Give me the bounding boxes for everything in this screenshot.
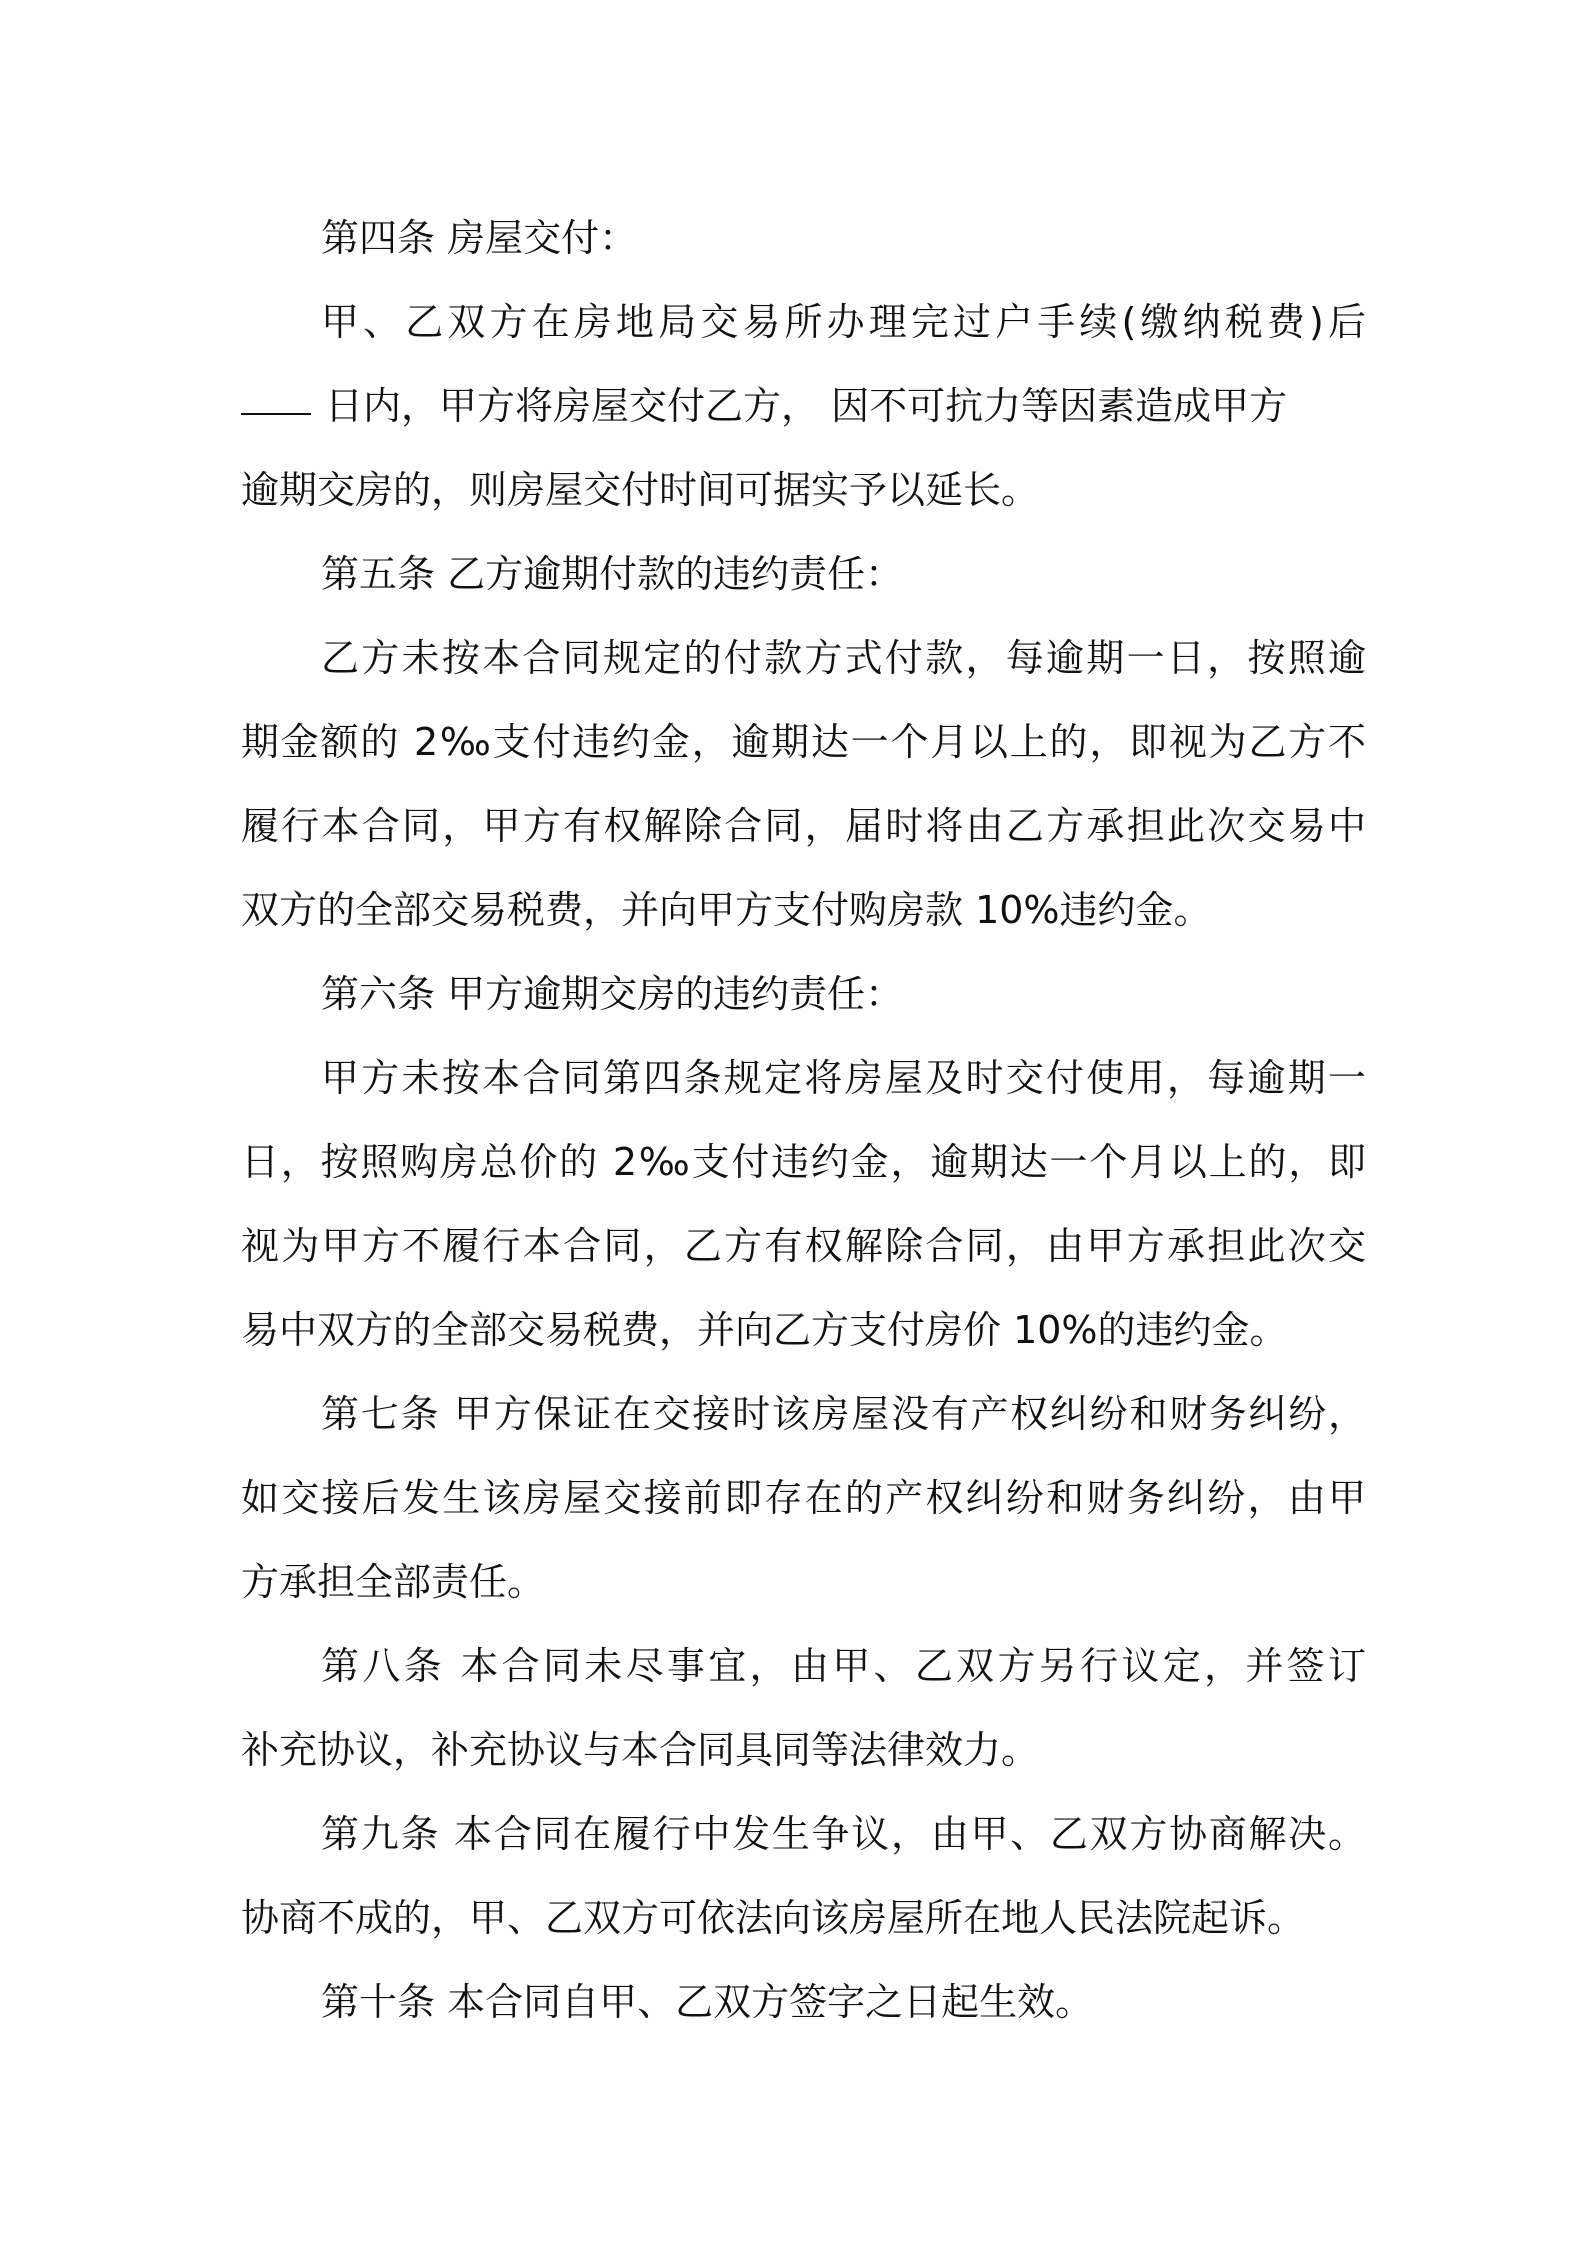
article-5-line-2: 期金额的 2‰支付违约金，逾期达一个月以上的，即视为乙方不 [241, 720, 1366, 764]
fill-in-blank [241, 379, 311, 415]
article-4-line-1: 甲、乙双方在房地局交易所办理完过户手续(缴纳税费)后 [321, 300, 1366, 344]
article-4-line-3: 逾期交房的，则房屋交付时间可据实予以延长。 [241, 468, 1040, 512]
article-5-heading: 第五条 乙方逾期付款的违约责任： [321, 552, 904, 596]
contract-body [241, 196, 1366, 2044]
article-8-line-1: 第八条 本合同未尽事宜，由甲、乙双方另行议定，并签订 [321, 1644, 1366, 1688]
article-4-line-2: 日内，甲方将房屋交付乙方， 因不可抗力等因素造成甲方 [325, 384, 1288, 428]
article-6-heading: 第六条 甲方逾期交房的违约责任： [321, 972, 904, 1016]
article-7-line-2: 如交接后发生该房屋交接前即存在的产权纠纷和财务纠纷，由甲 [241, 1476, 1366, 1520]
article-6-line-2: 日，按照购房总价的 2‰支付违约金，逾期达一个月以上的，即 [241, 1140, 1366, 1184]
article-7-line-3: 方承担全部责任。 [241, 1560, 546, 1604]
article-4-heading: 第四条 房屋交付： [321, 216, 638, 260]
article-4-line-2-wrapper [241, 364, 1366, 448]
article-6-line-3: 视为甲方不履行本合同，乙方有权解除合同，由甲方承担此次交 [241, 1224, 1366, 1268]
article-10-line-1: 第十条 本合同自甲、乙双方签字之日起生效。 [321, 1980, 1094, 2024]
article-6-line-4: 易中双方的全部交易税费，并向乙方支付房价 10%的违约金。 [241, 1308, 1288, 1352]
article-6-line-1: 甲方未按本合同第四条规定将房屋及时交付使用，每逾期一 [321, 1056, 1366, 1100]
article-5-line-4: 双方的全部交易税费，并向甲方支付购房款 10%违约金。 [241, 888, 1212, 932]
article-9-line-1: 第九条 本合同在履行中发生争议，由甲、乙双方协商解决。 [321, 1812, 1366, 1856]
article-5-line-1: 乙方未按本合同规定的付款方式付款，每逾期一日，按照逾 [321, 636, 1366, 680]
article-5-line-3: 履行本合同，甲方有权解除合同，届时将由乙方承担此次交易中 [241, 804, 1366, 848]
article-9-line-2: 协商不成的，甲、乙双方可依法向该房屋所在地人民法院起诉。 [241, 1896, 1306, 1940]
article-7-line-1: 第七条 甲方保证在交接时该房屋没有产权纠纷和财务纠纷， [321, 1392, 1366, 1436]
article-8-line-2: 补充协议，补充协议与本合同具同等法律效力。 [241, 1728, 1040, 1772]
